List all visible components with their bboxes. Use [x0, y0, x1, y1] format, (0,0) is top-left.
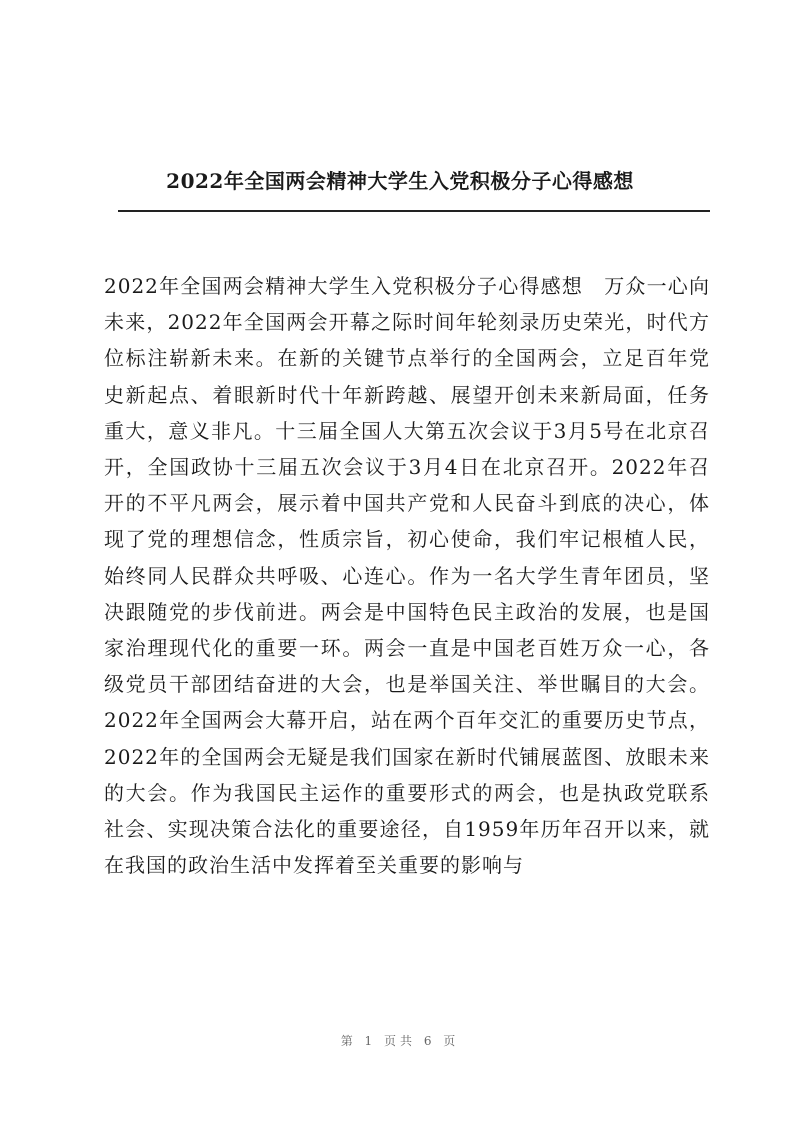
page-footer: 第 1 页共 6 页 — [340, 1034, 460, 1048]
title-underline — [118, 210, 710, 212]
body-paragraph: 2022年全国两会精神大学生入党积极分子心得感想 万众一心向未来，2022年全国两会开幕之际时间年轮刻录历史荣光，时代方位标注崭新未来。在新的关键节点举行的全国两会，立足百年党史新起点、着眼新时代十年新跨越、展望开创未来新局面，任务重大，意义非凡。十三届全国人大第五次会议于3月5号在北京召开，全国政协十三届五次会议于3月4日在北京召开。2022年召开的不平凡两会，展示着中国共产党和人民奋斗到底的决心，体现了党的理想信念，性质宗旨，初心使命，我们牢记根植人民，始终同人民群众共呼吸、心连心。作为一名大学生青年团员，坚决跟随党的步伐前进。两会是中国特色民主政治的发展，也是国家治理现代化的重要一环。两会一直是中国老百姓万众一心，各级党员干部团结奋进的大会，也是举国关注、举世瞩目的大会。2022年全国两会大幕开启，站在两个百年交汇的重要历史节点，2022年的全国两会无疑是我们国家在新时代铺展蓝图、放眼未来的大会。作为我国民主运作的重要形式的两会，也是执政党联系社会、实现决策合法化的重要途径，自1959年历年召开以来，就在我国的政治生活中发挥着至关重要的影响与 — [104, 274, 710, 878]
document-title: 2022年全国两会精神大学生入党积极分子心得感想 — [166, 169, 634, 193]
document-body — [104, 268, 710, 883]
